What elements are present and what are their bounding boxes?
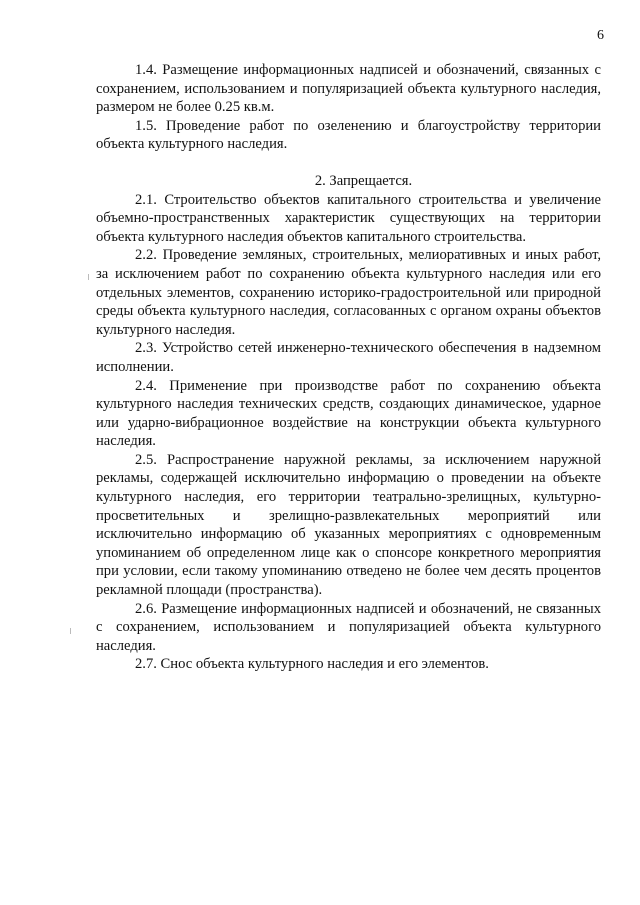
paragraph-2-3: 2.3. Устройство сетей инженерно-технического обеспечения в надземном исполнении. xyxy=(96,340,601,375)
paragraph-2-7: 2.7. Снос объекта культурного наследия и его элементов. xyxy=(135,656,489,673)
spacer xyxy=(96,154,601,172)
paragraph-2-2: 2.2. Проведение земляных, строительных, мелиоративных и иных работ, за исключением работ по сохранению объекта культурного наследия или его отдельных элементов, сохранению историко-градостроительной или природной среды объекта культурного наследия, согласованных с органом охраны объектов культурного наследия. xyxy=(96,247,601,338)
paragraph-1-4: 1.4. Размещение информационных надписей и обозначений, связанных с сохранением, использованием и популяризацией объекта культурного наследия, размером не более 0.25 кв.м. xyxy=(96,62,601,116)
section-heading-2: 2. Запрещается. xyxy=(314,172,413,189)
page-number: 6 xyxy=(597,28,604,43)
document-body xyxy=(96,61,601,674)
paragraph-2-6: 2.6. Размещение информационных надписей и обозначений, не связанных с сохранением, использованием и популяризацией объекта культурного наследия. xyxy=(96,600,601,654)
paragraph-1-5: 1.5. Проведение работ по озеленению и благоустройству территории объекта культурного наследия. xyxy=(96,117,601,153)
paragraph-2-1: 2.1. Строительство объектов капитального строительства и увеличение объемно-пространственных характеристик существующих на территории объекта культурного наследия объектов капитального строительства. xyxy=(96,191,601,245)
scan-mark xyxy=(88,274,89,280)
scan-mark xyxy=(70,628,71,634)
paragraph-2-4: 2.4. Применение при производстве работ по сохранению объекта культурного наследия технических средств, создающих динамическое, ударное или ударно-вибрационное воздействие на конструкции объекта культурного наследия. xyxy=(96,377,601,450)
paragraph-2-5: 2.5. Распространение наружной рекламы, за исключением наружной рекламы, содержащей исключительно информацию о проведении на объекте культурного наследия, его территории театрально-зрелищных, культурно-просветительных и зрелищно-развлекательных мероприятий или исключительно информацию об указанных мероприятиях с одновременным упоминанием об определенном лице как о спонсоре конкретного мероприятия при условии, если такому упоминанию отведено не более чем десять процентов рекламной площади (пространства). xyxy=(96,451,601,599)
